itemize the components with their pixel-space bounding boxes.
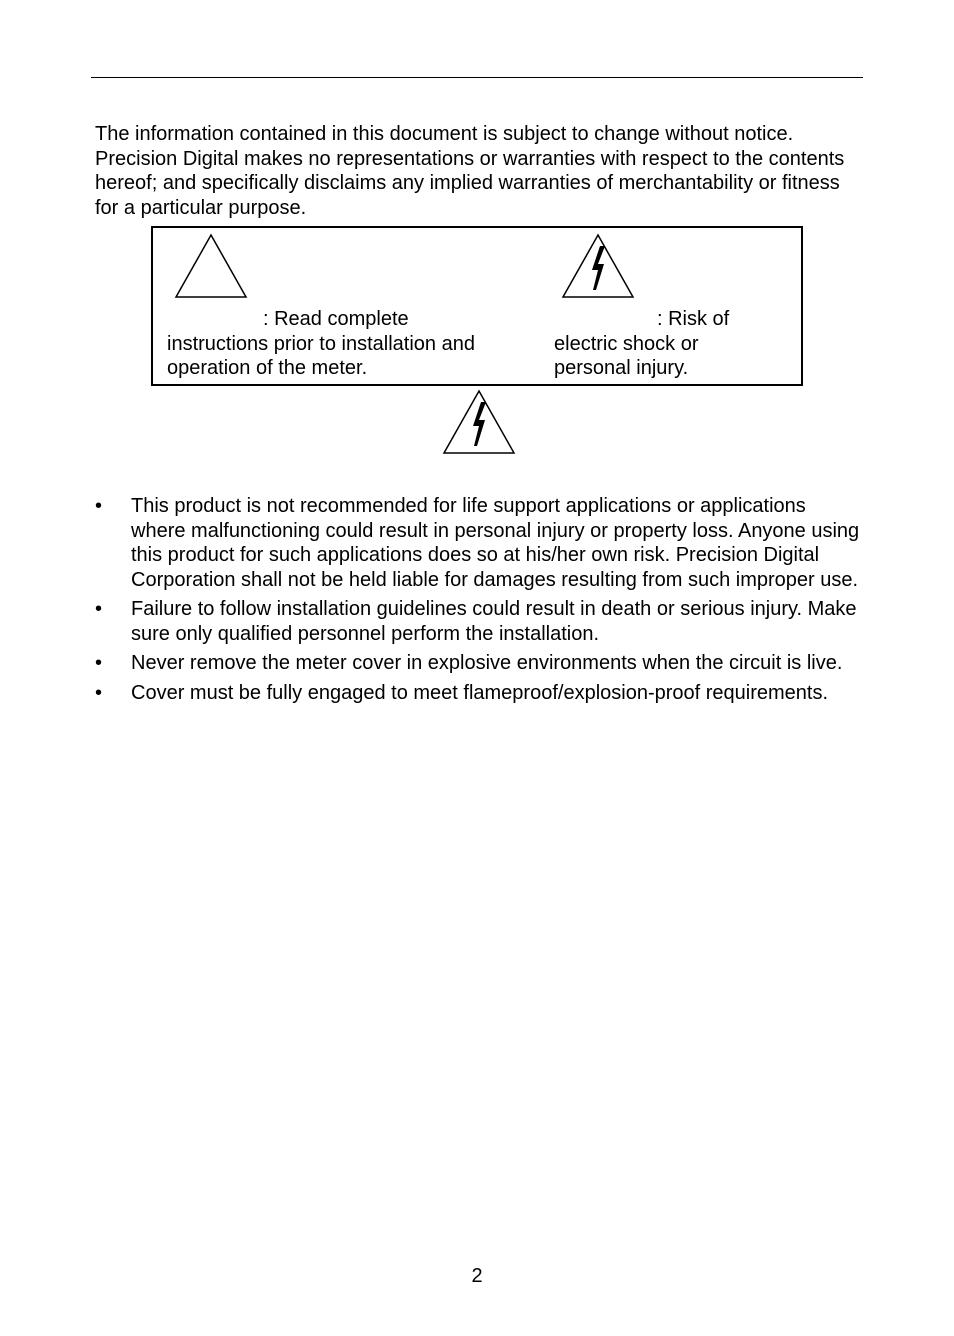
caution-line-3: operation of the meter. bbox=[167, 357, 368, 379]
list-item-text: Never remove the meter cover in explosive environments when the circuit is live. bbox=[131, 652, 843, 674]
bullet-marker: • bbox=[95, 652, 103, 674]
page-number: 2 bbox=[471, 1265, 483, 1287]
caution-line-2: instructions prior to installation and bbox=[167, 332, 475, 355]
shock-warning-text bbox=[554, 307, 794, 381]
electric-shock-icon bbox=[441, 388, 517, 456]
list-item bbox=[95, 494, 865, 592]
list-item bbox=[95, 681, 865, 706]
list-item bbox=[95, 597, 865, 646]
list-item-text: Cover must be fully engaged to meet flameproof/explosion-proof requirements. bbox=[131, 681, 829, 704]
bullet-marker: • bbox=[95, 598, 103, 620]
shock-line-3: personal injury. bbox=[554, 357, 689, 379]
bullet-marker: • bbox=[95, 681, 103, 704]
caution-triangle-icon bbox=[173, 232, 249, 300]
warning-box bbox=[151, 226, 803, 386]
list-item-text: This product is not recommended for life support applications or applications where malfunctioning could result in personal injury or property loss. Anyone using this product for such applications does so at his/her own risk. Precision Digital Corporation shall not be held liable for damages resulting from such improper use. bbox=[131, 495, 860, 591]
warning-bullet-list bbox=[95, 494, 865, 710]
list-item bbox=[95, 651, 865, 676]
bullet-marker: • bbox=[95, 495, 103, 517]
caution-line-1: : Read complete bbox=[263, 308, 409, 330]
disclaimer-paragraph: The information contained in this document is subject to change without notice. Precision Digital makes no representations or warranties with respect to the contents hereof; and specifically disclaims any implied warranties of merchantability or fitness for a particular purpose. bbox=[95, 123, 845, 219]
caution-warning-text bbox=[167, 307, 527, 381]
list-item-text: Failure to follow installation guidelines could result in death or serious injury. Make sure only qualified personnel perform the installation. bbox=[131, 598, 857, 645]
electric-shock-icon bbox=[560, 232, 636, 300]
shock-line-1: : Risk of bbox=[657, 308, 730, 330]
shock-line-2: electric shock or bbox=[554, 332, 699, 355]
header-rule bbox=[91, 77, 863, 78]
